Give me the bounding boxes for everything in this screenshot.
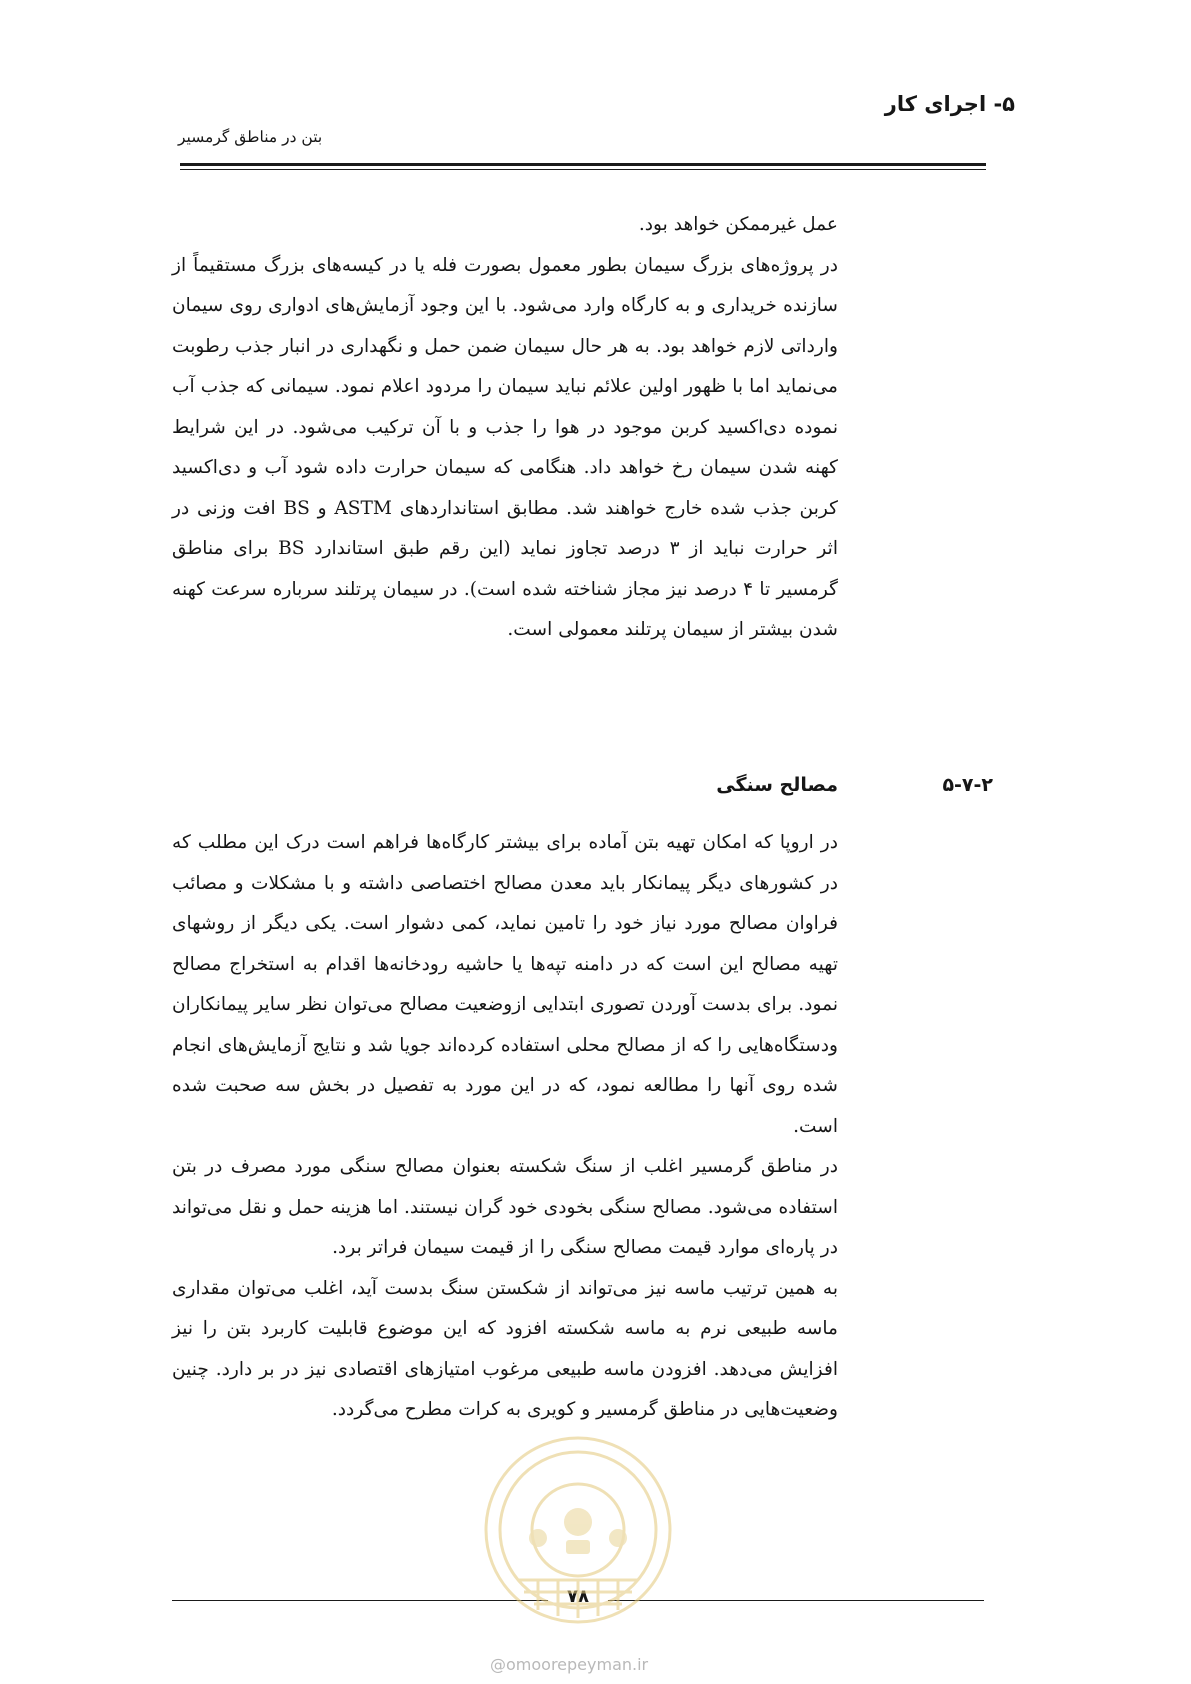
text-block-bottom	[172, 823, 838, 1431]
watermark-seal-icon	[478, 1430, 678, 1640]
paragraph: در پروژه‌های بزرگ سیمان بطور معمول بصورت فله یا در کیسه‌های بزرگ مستقیماً از سازنده خریداری و به کارگاه وارد می‌شود. با این وجود آزمایش‌های ادواری روی سیمان وارداتی لازم خواهد بود. به هر حال سیمان ضمن حمل و نگهداری در انبار جذب رطوبت می‌نماید اما با ظهور اولین علائم نباید سیمان را مردود اعلام نمود. سیمانی که جذب آب نموده دی‌اکسید کربن موجود در هوا را جذب و با آن ترکیب می‌شود. در این شرایط کهنه شدن سیمان رخ خواهد داد. هنگامی که سیمان حرارت داده شود آب و دی‌اکسید کربن جذب شده خارج خواهند شد. مطابق استانداردهای ASTM و BS افت وزنی در اثر حرارت نباید از ۳ درصد تجاوز نماید (این رقم طبق استاندارد BS برای مناطق گرمسیر تا ۴ درصد نیز مجاز شناخته شده است). در سیمان پرتلند سرباره سرعت کهنه شدن بیشتر از سیمان پرتلند معمولی است.	[172, 254, 838, 640]
page-number: ۷۸	[567, 1586, 589, 1607]
paragraph: عمل غیرممکن خواهد بود.	[638, 214, 838, 235]
watermark-url: @omoorepeyman.ir	[490, 1655, 649, 1674]
paragraph: در مناطق گرمسیر اغلب از سنگ شکسته بعنوان مصالح سنگی مورد مصرف در بتن استفاده می‌شود. مصالح سنگی بخودی خود گران نیستند. اما هزینه حمل و نقل می‌تواند در پاره‌ای موارد قیمت مصالح سنگی را از قیمت سیمان فراتر برد.	[172, 1156, 838, 1258]
footer-rule-left	[172, 1600, 548, 1601]
chapter-title: ۵- اجرای کار	[884, 92, 1015, 116]
header-rule-thin	[180, 169, 986, 170]
text-block-top	[172, 205, 838, 651]
paragraph: به همین ترتیب ماسه نیز می‌تواند از شکستن سنگ بدست آید، اغلب می‌توان مقداری ماسه طبیعی نرم به ماسه شکسته افزود که این موضوع قابلیت کاربرد بتن را نیز افزایش می‌دهد. افزودن ماسه طبیعی مرغوب امتیازهای اقتصادی نیز در بر دارد. چنین وضعیت‌هایی در مناطق گرمسیر و کویری به کرات مطرح می‌گردد.	[172, 1277, 838, 1420]
section-heading: مصالح سنگی	[716, 774, 838, 796]
paragraph: در اروپا که امکان تهیه بتن آماده برای بیشتر کارگاه‌ها فراهم است درک این مطلب که در کشورهای دیگر پیمانکار باید معدن مصالح اختصاصی داشته و با مشکلات و مصائب فراوان مصالح مورد نیاز خود را تامین نماید، کمی دشوار است. یکی دیگر از روشهای تهیه مصالح این است که در دامنه تپه‌ها یا حاشیه رودخانه‌ها اقدام به استخراج مصالح نمود. برای بدست آوردن تصوری ابتدایی ازوضعیت مصالح می‌توان نظر سایر پیمانکاران ودستگاه‌هایی را که از مصالح محلی استفاده کرده‌اند جویا شد و نتایج آزمایش‌های انجام شده روی آنها را مطالعه نمود، که در این مورد به تفصیل در بخش سه صحبت شده است.	[172, 832, 838, 1137]
section-number: ۵-۷-۲	[942, 774, 993, 796]
header-rule-thick	[180, 163, 986, 166]
running-head: بتن در مناطق گرمسیر	[178, 128, 323, 146]
footer-rule-right	[608, 1600, 984, 1601]
